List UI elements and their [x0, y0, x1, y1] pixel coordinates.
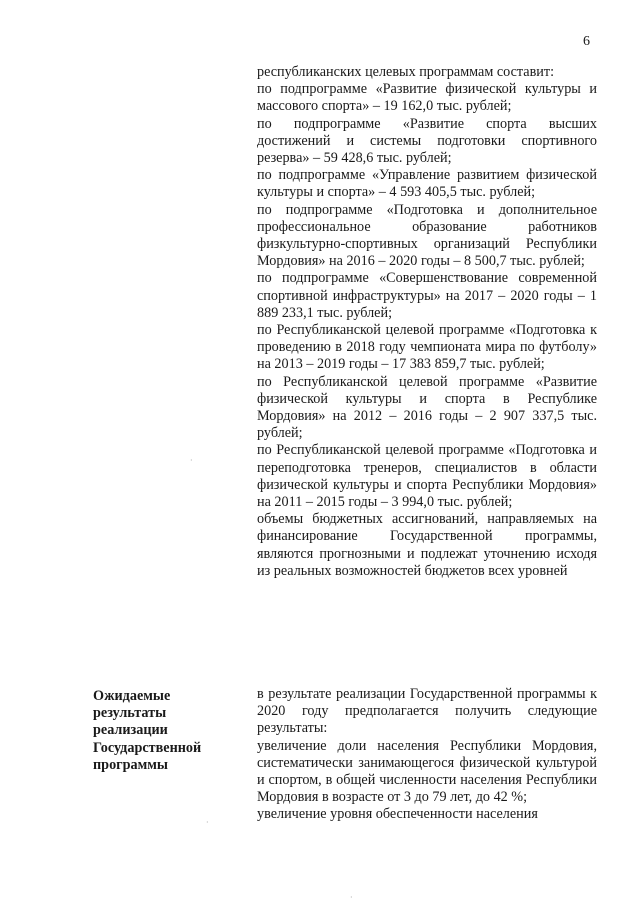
expected-results-text	[257, 686, 597, 824]
heading-line: реализации	[93, 722, 168, 739]
funding-intro-line: республиканских целевых программам составит:	[257, 64, 555, 80]
funding-item-world-cup-2018: по Республиканской целевой программе «Подготовка к проведению в 2018 году чемпионата мира по футболу» на 2013 – 2019 годы – 17 383 859,7 тыс. рублей;	[257, 322, 597, 373]
heading-line: результаты	[93, 705, 167, 722]
heading-line: программы	[93, 756, 168, 773]
funding-item-mass-sport: по подпрограмме «Развитие физической культуры и массового спорта» – 19 162,0 тыс. рублей;	[257, 81, 597, 115]
funding-item-staff-training: по подпрограмме «Подготовка и дополнительное профессиональное образование работников физкультурно-спортивных организаций Республики Мордовия» на 2016 – 2020 годы – 8 500,7 тыс. рублей;	[257, 201, 597, 270]
scan-artifact-dot: ·	[190, 456, 193, 465]
funding-item-sport-development-2012-2016: по Республиканской целевой программе «Развитие физической культуры и спорта в Республике Мордовия» на 2012 – 2016 годы – 2 907 337,5 тыс. рублей;	[257, 373, 597, 442]
funding-item-sport-management: по подпрограмме «Управление развитием физической культуры и спорта» – 4 593 405,5 тыс. рублей;	[257, 167, 597, 201]
funding-item-high-achievement-sport: по подпрограмме «Развитие спорта высших достижений и системы подготовки спортивного резерва» – 59 428,6 тыс. рублей;	[257, 115, 597, 167]
funding-note-forecast: объемы бюджетных ассигнований, направляемых на финансирование Государственной программы, являются прогнозными и подлежат уточнению исходя из реальных возможностей бюджетов всех уровней	[257, 511, 597, 579]
heading-line: Государственной	[93, 739, 202, 756]
expected-results-heading	[93, 688, 243, 774]
results-item-population-share: увеличение доли населения Республики Мордовия, систематически занимающегося физической культурой и спортом, в общей численности населения Республики Мордовия в возрасте от 3 до 79 лет, до 42 %;	[257, 737, 597, 806]
funding-item-sport-infrastructure: по подпрограмме «Совершенствование современной спортивной инфраструктуры» на 2017 – 2020 годы – 1 889 233,1 тыс. рублей;	[257, 270, 597, 321]
scan-artifact-dot: ·	[350, 893, 353, 902]
funding-item-coach-training-2011-2015: по Республиканской целевой программе «Подготовка и переподготовка тренеров, специалистов в области физической культуры и спорта Республики Мордовия» на 2011 – 2015 годы – 3 994,0 тыс. рублей;	[257, 442, 597, 511]
results-item-provision-level: увеличение уровня обеспеченности населения	[257, 806, 538, 823]
heading-line: Ожидаемые	[93, 688, 171, 704]
scan-artifact-dot: ·	[206, 818, 209, 827]
page-number: 6	[583, 34, 590, 49]
funding-details-text	[257, 64, 597, 580]
results-intro: в результате реализации Государственной программы к 2020 году предполагается получить следующие результаты:	[257, 686, 597, 737]
